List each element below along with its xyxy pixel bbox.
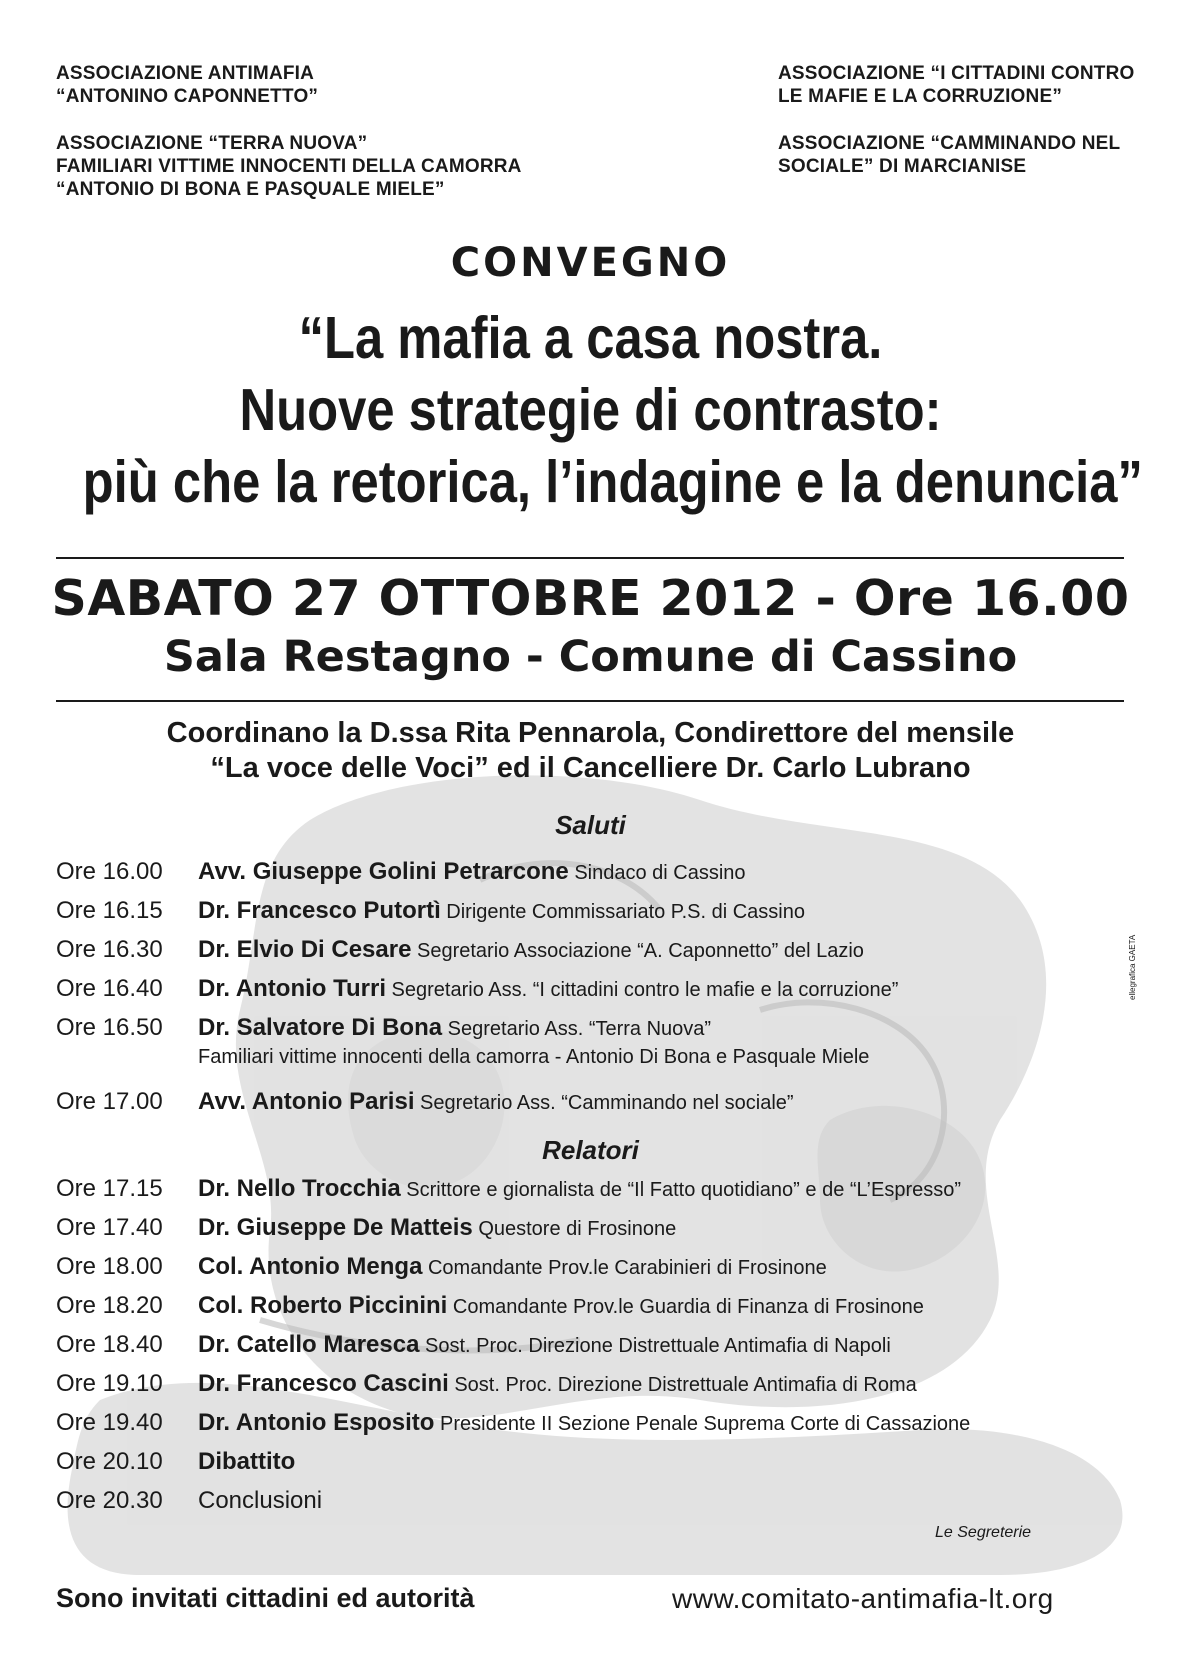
printer-credit: ellegrafica GAETA <box>1128 934 1137 1000</box>
speaker-role: Comandante Prov.le Carabinieri di Frosinone <box>427 1257 827 1279</box>
speaker-role: Segretario Ass. “I cittadini contro le mafie e la corruzione” <box>391 979 899 1001</box>
speaker-name: Avv. Giuseppe Golini Petrarcone <box>198 858 569 885</box>
speaker-role: Segretario Ass. “Terra Nuova” <box>447 1018 712 1040</box>
program-row <box>56 897 1136 936</box>
program-row <box>56 1409 1136 1448</box>
program-row <box>56 1088 1136 1127</box>
assoc-line: ASSOCIAZIONE “TERRA NUOVA” <box>56 133 368 154</box>
program-time: Ore 17.15 <box>56 1175 163 1202</box>
invitation-text: Sono invitati cittadini ed autorità <box>56 1583 475 1613</box>
website-url: www.comitato-antimafia-lt.org <box>672 1583 1054 1614</box>
speaker-role: Questore di Frosinone <box>478 1218 677 1240</box>
program-row <box>56 1292 1136 1331</box>
coordinators-line: Coordinano la D.ssa Rita Pennarola, Condirettore del mensile <box>166 717 1015 749</box>
event-type: CONVEGNO <box>450 240 731 286</box>
assoc-line: “ANTONIO DI BONA E PASQUALE MIELE” <box>56 179 445 200</box>
speaker-name: Dr. Nello Trocchia <box>198 1175 401 1202</box>
speaker-name: Dr. Antonio Turri <box>198 975 386 1002</box>
coordinators-line: “La voce delle Voci” ed il Cancelliere Dr. Carlo Lubrano <box>210 752 971 784</box>
associations-right <box>778 62 1135 178</box>
program-time: Ore 16.15 <box>56 897 163 924</box>
program-row <box>56 1448 1136 1487</box>
program-row <box>56 858 1136 897</box>
program-time: Ore 17.40 <box>56 1214 163 1241</box>
program-time: Ore 18.00 <box>56 1253 163 1280</box>
program-row <box>56 1014 1136 1088</box>
assoc-line: ASSOCIAZIONE “CAMMINANDO NEL <box>778 133 1121 154</box>
title-line: “La mafia a casa nostra. <box>298 305 883 371</box>
program-row <box>56 1253 1136 1292</box>
divider-top <box>56 557 1124 559</box>
speaker-name: Col. Antonio Menga <box>198 1253 423 1280</box>
assoc-line: LE MAFIE E LA CORRUZIONE” <box>778 86 1063 107</box>
divider-bottom <box>56 700 1124 702</box>
program-time: Ore 19.40 <box>56 1409 163 1436</box>
program-time: Ore 20.10 <box>56 1448 163 1475</box>
assoc-line: SOCIALE” DI MARCIANISE <box>778 156 1027 177</box>
associations-left <box>56 62 522 201</box>
speaker-name: Dibattito <box>198 1448 296 1475</box>
relatori-program <box>56 1175 1136 1526</box>
speaker-role: Dirigente Commissariato P.S. di Cassino <box>446 901 805 923</box>
saluti-program <box>56 858 1136 1127</box>
program-row <box>56 936 1136 975</box>
program-time: Ore 16.40 <box>56 975 163 1002</box>
saluti-heading: Saluti <box>555 810 626 840</box>
speaker-name: Dr. Francesco Putortì <box>198 897 441 924</box>
program-row <box>56 1175 1136 1214</box>
speaker-role: Presidente II Sezione Penale Suprema Corte di Cassazione <box>440 1413 971 1435</box>
program-time: Ore 16.00 <box>56 858 163 885</box>
speaker-name: Dr. Catello Maresca <box>198 1331 420 1358</box>
signature: Le Segreterie <box>935 1524 1032 1541</box>
program-time: Ore 17.00 <box>56 1088 163 1115</box>
program-row <box>56 1370 1136 1409</box>
title-line: Nuove strategie di contrasto: <box>239 377 942 443</box>
speaker-role: Sost. Proc. Direzione Distrettuale Antimafia di Roma <box>454 1374 917 1396</box>
speaker-name: Dr. Francesco Cascini <box>198 1370 449 1397</box>
assoc-line: FAMILIARI VITTIME INNOCENTI DELLA CAMORRA <box>56 156 522 177</box>
program-row <box>56 1487 1136 1526</box>
speaker-name: Dr. Antonio Esposito <box>198 1409 435 1436</box>
speaker-name: Col. Roberto Piccinini <box>198 1292 448 1319</box>
program-item: Conclusioni <box>198 1487 323 1514</box>
speaker-name: Dr. Salvatore Di Bona <box>198 1014 443 1041</box>
speaker-name: Dr. Giuseppe De Matteis <box>198 1214 473 1241</box>
program-row <box>56 975 1136 1014</box>
speaker-role: Scrittore e giornalista de “Il Fatto quotidiano” e de “L’Espresso” <box>406 1179 962 1201</box>
program-time: Ore 20.30 <box>56 1487 163 1514</box>
speaker-role: Segretario Associazione “A. Caponnetto” del Lazio <box>417 940 864 962</box>
program-time: Ore 16.30 <box>56 936 163 963</box>
assoc-line: ASSOCIAZIONE ANTIMAFIA <box>56 63 315 84</box>
assoc-line: ASSOCIAZIONE “I CITTADINI CONTRO <box>778 63 1135 84</box>
speaker-role-extra: Familiari vittime innocenti della camorra - Antonio Di Bona e Pasquale Miele <box>198 1046 870 1068</box>
coordinators <box>0 716 1181 786</box>
speaker-name: Avv. Antonio Parisi <box>198 1088 415 1115</box>
program-time: Ore 19.10 <box>56 1370 163 1397</box>
program-row <box>56 1331 1136 1370</box>
event-title <box>82 302 1143 518</box>
event-venue: Sala Restagno - Comune di Cassino <box>163 632 1018 682</box>
speaker-role: Segretario Ass. “Camminando nel sociale” <box>420 1092 794 1114</box>
speaker-name: Dr. Elvio Di Cesare <box>198 936 412 963</box>
title-line: più che la retorica, l’indagine e la denuncia” <box>82 449 1143 515</box>
program-row <box>56 1214 1136 1253</box>
relatori-heading: Relatori <box>542 1135 639 1165</box>
program-time: Ore 16.50 <box>56 1014 163 1041</box>
program-time: Ore 18.40 <box>56 1331 163 1358</box>
event-date: SABATO 27 OTTOBRE 2012 - Ore 16.00 <box>51 570 1130 627</box>
program-time: Ore 18.20 <box>56 1292 163 1319</box>
speaker-role: Sindaco di Cassino <box>574 862 746 884</box>
assoc-line: “ANTONINO CAPONNETTO” <box>56 86 319 107</box>
speaker-role: Sost. Proc. Direzione Distrettuale Antimafia di Napoli <box>425 1335 891 1357</box>
speaker-role: Comandante Prov.le Guardia di Finanza di Frosinone <box>452 1296 924 1318</box>
